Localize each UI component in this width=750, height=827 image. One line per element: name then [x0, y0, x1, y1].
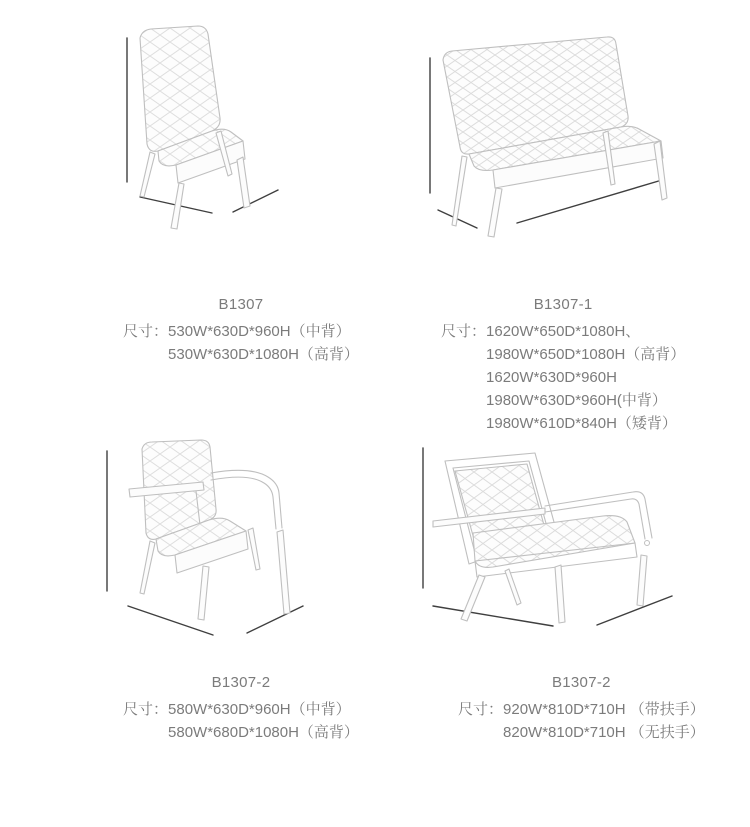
chair-leg [505, 569, 521, 605]
product-card-lounge-chair [375, 433, 750, 827]
side-chair-drawing [0, 0, 375, 268]
frame-joint [645, 541, 650, 546]
depth-dimension-line [233, 190, 278, 212]
bench-sketch [375, 0, 750, 268]
product-info [458, 674, 705, 744]
bench-leg [488, 188, 502, 237]
dimension-spec: 580W*680D*1080H（高背） [168, 724, 359, 741]
spec-block [441, 320, 685, 435]
chair-leg [637, 555, 647, 606]
product-card-armchair [0, 433, 375, 827]
chair-leg [277, 530, 290, 614]
model-number: B1307-2 [211, 674, 271, 691]
chair-leg [237, 157, 250, 208]
width-dimension-line [433, 606, 553, 626]
width-dimension-line [517, 180, 662, 223]
size-label: 尺寸： [441, 323, 487, 340]
chair-leg [248, 528, 260, 570]
dimension-spec: 580W*630D*960H（中背） [168, 701, 351, 718]
side-chair-sketch [0, 0, 375, 268]
dimension-spec: 920W*810D*710H （带扶手） [503, 701, 705, 718]
model-number: B1307 [218, 296, 264, 313]
dimension-spec: 530W*630D*960H（中背） [168, 323, 351, 340]
size-label: 尺寸： [458, 701, 504, 718]
size-label: 尺寸： [123, 323, 169, 340]
dimension-spec: 530W*630D*1080H（高背） [168, 346, 359, 363]
depth-dimension-line [597, 596, 672, 625]
product-info [441, 296, 685, 435]
chair-leg [140, 541, 155, 594]
dimension-spec: 1980W*630D*960H(中背） [486, 392, 667, 409]
model-number: B1307-1 [533, 296, 593, 313]
size-label: 尺寸： [123, 701, 169, 718]
spec-block [123, 320, 359, 366]
dimension-spec: 1620W*650D*1080H、 [486, 323, 641, 340]
product-info [123, 674, 359, 744]
chair-leg [555, 565, 565, 623]
model-number: B1307-2 [551, 674, 611, 691]
spec-block [458, 698, 705, 744]
armchair-drawing [0, 433, 375, 658]
chair-leg [140, 152, 155, 197]
depth-dimension-line [247, 606, 303, 633]
chair-leg [198, 566, 209, 620]
lounge-chair-sketch [375, 433, 750, 658]
dimension-spec: 1980W*650D*1080H（高背） [486, 346, 686, 363]
bench-leg [654, 141, 667, 200]
dimension-spec: 820W*810D*710H （无扶手） [503, 724, 705, 741]
spec-block [123, 698, 359, 744]
bench-drawing [375, 0, 750, 268]
product-card-bench [375, 0, 750, 433]
product-card-side-chair [0, 0, 375, 433]
dimension-spec: 1620W*630D*960H [486, 369, 617, 386]
armchair-sketch [0, 433, 375, 658]
product-info [123, 296, 359, 366]
dimension-spec: 1980W*610D*840H（矮背） [486, 415, 677, 432]
bench-leg [452, 156, 467, 226]
lounge-chair-drawing [375, 433, 750, 658]
